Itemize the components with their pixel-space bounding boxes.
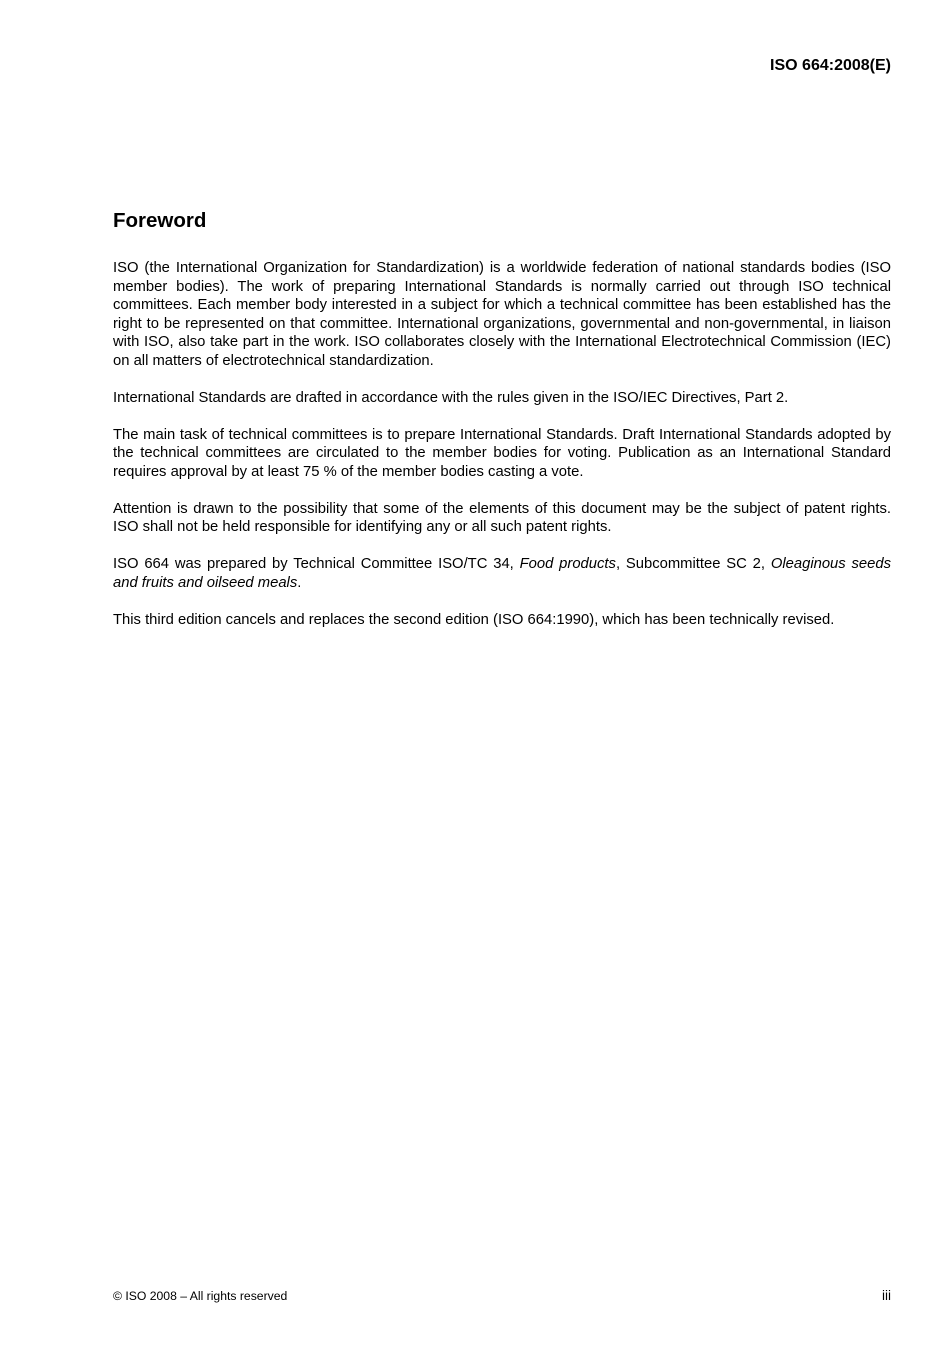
subcommittee-name: Oleaginous seeds and fruits and oilseed meals (113, 556, 891, 591)
page-number: iii (882, 1288, 891, 1303)
document-id: ISO 664:2008(E) (770, 57, 891, 74)
prepared-by-text-1: ISO 664 was prepared by Technical Committee ISO/TC 34, (113, 556, 520, 572)
paragraph-iso-federation: ISO (the International Organization for Standardization) is a worldwide federation of national standards bodies (ISO member bodies). The work of preparing International Standards is normally carried out through ISO technical committees. Each member body interested in a subject for which a technical committee has been established has the right to be represented on that committee. International organizations, governmental and non-governmental, in liaison with ISO, also take part in the work. ISO collaborates closely with the International Electrotechnical Commission (IEC) on all matters of electrotechnical standardization. (113, 260, 891, 369)
paragraph-prepared-by (113, 555, 891, 592)
prepared-by-text-2: , Subcommittee SC 2, (615, 556, 771, 572)
paragraph-directives: International Standards are drafted in accordance with the rules given in the ISO/IEC Directives, Part 2. (113, 389, 789, 406)
section-title: Foreword (113, 209, 207, 232)
prepared-by-text-3: . (297, 574, 302, 591)
paragraph-technical-committees: The main task of technical committees is to prepare International Standards. Draft International Standards adopted by the technical committees are circulated to the member bodies for voting. Publication as an International Standard requires approval by at least 75 % of the member bodies casting a vote. (113, 426, 891, 480)
committee-name: Food products (519, 556, 616, 572)
paragraph-patent-rights: Attention is drawn to the possibility that some of the elements of this document may be the subject of patent rights. ISO shall not be held responsible for identifying any or all such patent rights. (113, 500, 891, 535)
foreword-body (113, 259, 891, 648)
footer-copyright: © ISO 2008 – All rights reserved (113, 1289, 288, 1303)
paragraph-edition: This third edition cancels and replaces the second edition (ISO 664:1990), which has been technically revised. (113, 611, 835, 628)
